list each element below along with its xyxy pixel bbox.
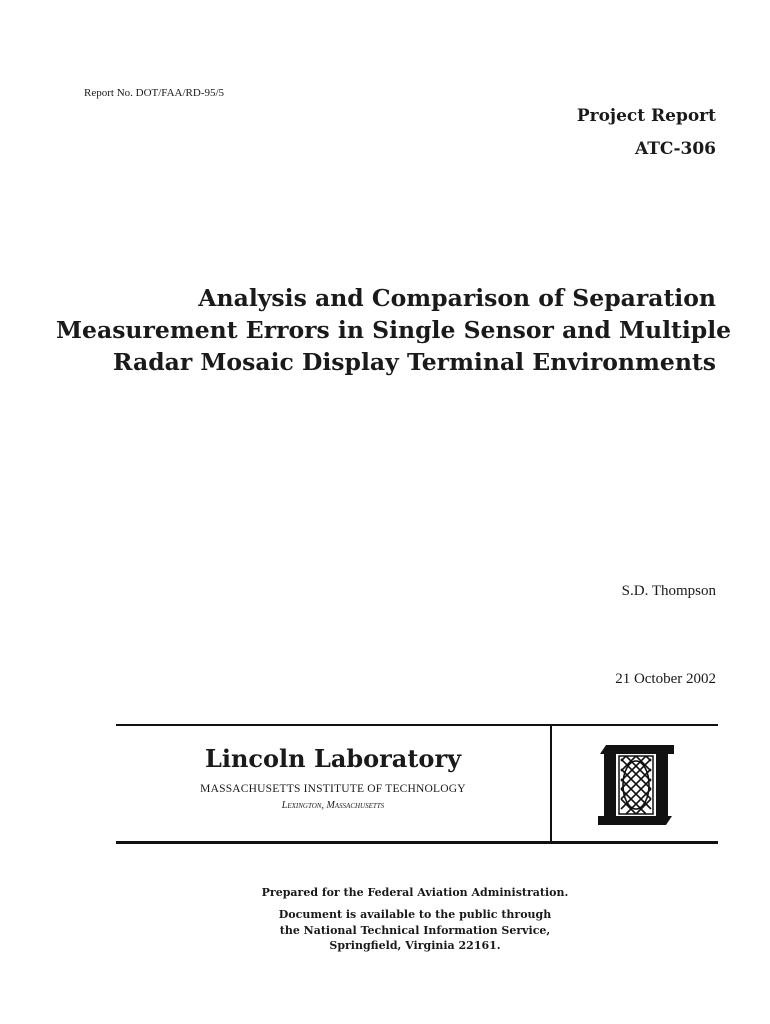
- report-id: ATC-306: [635, 139, 716, 159]
- vertical-divider: [550, 726, 552, 841]
- institution-location: Lexington, Massachusetts: [281, 800, 385, 811]
- institution-parent: MASSACHUSETTS INSTITUTE OF TECHNOLOGY: [200, 783, 466, 795]
- document-title: [56, 282, 732, 378]
- title-line-3: Radar Mosaic Display Terminal Environments: [112, 348, 716, 376]
- bottom-divider: [116, 841, 718, 844]
- report-number: Report No. DOT/FAA/RD-95/5: [84, 87, 225, 99]
- report-type: Project Report: [576, 106, 716, 126]
- availability-line-2: the National Technical Information Service,: [279, 923, 551, 937]
- title-line-2: Measurement Errors in Single Sensor and Multiple: [56, 316, 732, 344]
- availability-line-3: Springfield, Virginia 22161.: [329, 939, 501, 952]
- top-divider: [116, 724, 718, 726]
- author: S.D. Thompson: [621, 583, 716, 599]
- lincoln-laboratory-logo-icon: [598, 745, 674, 825]
- availability-line-1: Document is available to the public through: [278, 908, 552, 921]
- title-line-1: Analysis and Comparison of Separation: [198, 284, 716, 312]
- prepared-for: Prepared for the Federal Aviation Administration.: [261, 886, 569, 899]
- institution-name: Lincoln Laboratory: [204, 744, 462, 773]
- availability-notice: [200, 907, 630, 954]
- date: 21 October 2002: [615, 671, 716, 687]
